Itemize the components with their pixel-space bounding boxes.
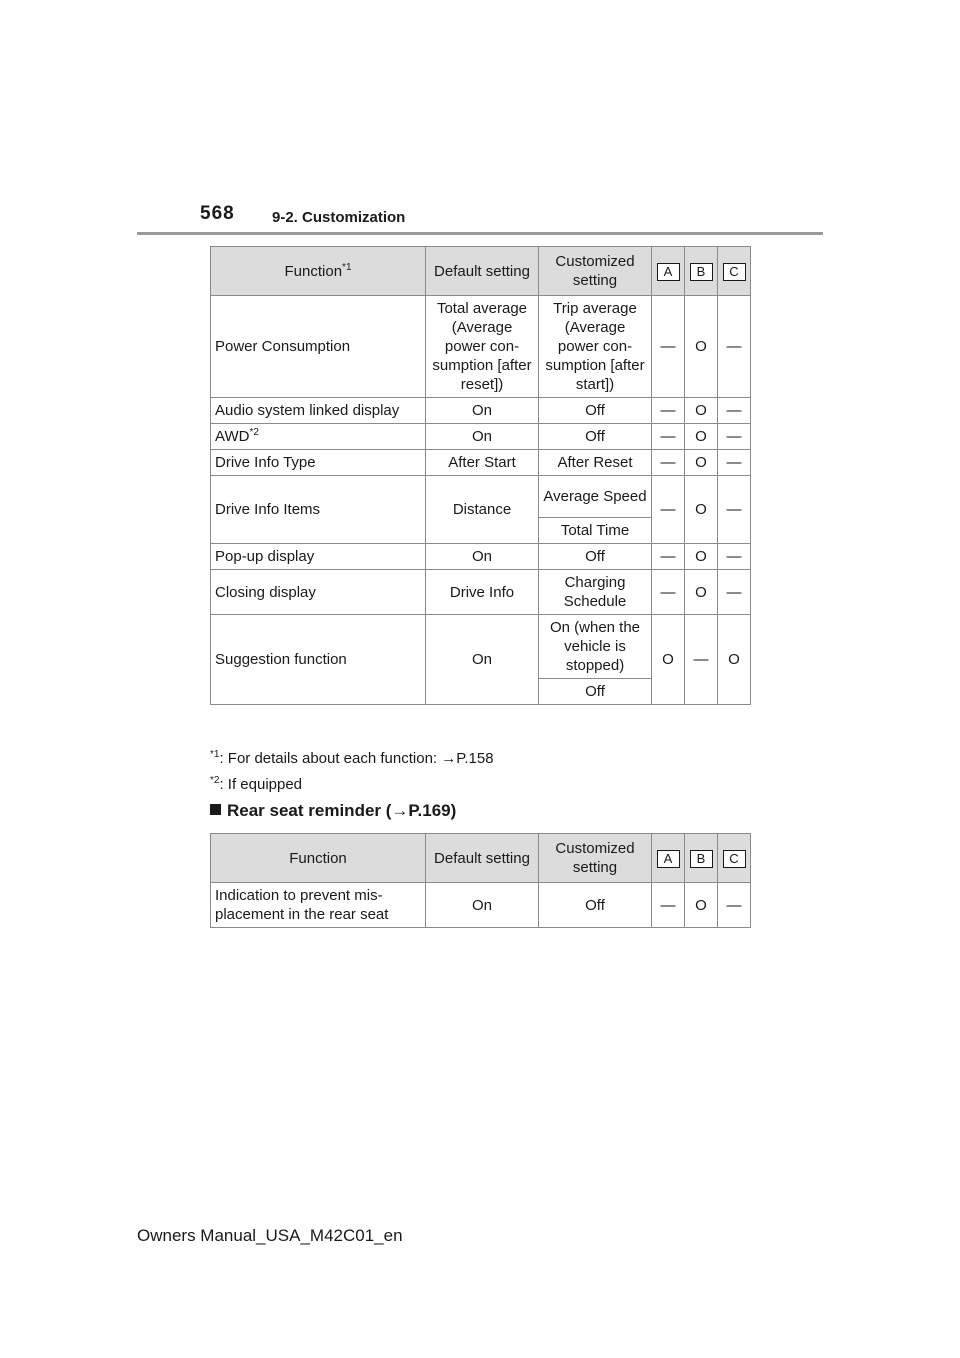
header-method-c bbox=[718, 247, 751, 296]
table-header-row bbox=[211, 834, 751, 883]
square-bullet-icon bbox=[210, 804, 221, 815]
letter-b-icon: B bbox=[690, 263, 713, 281]
function-cell: Drive Info Type bbox=[211, 450, 426, 476]
header-function: Function$^{*1}$ bbox=[211, 247, 426, 296]
table-row bbox=[211, 476, 751, 518]
method-c-cell: — bbox=[718, 570, 751, 615]
method-a-cell: — bbox=[652, 398, 685, 424]
default-cell: On bbox=[426, 544, 539, 570]
table-row bbox=[211, 296, 751, 398]
method-a-cell: — bbox=[652, 296, 685, 398]
page-number: 568 bbox=[200, 203, 235, 224]
method-a-cell: — bbox=[652, 424, 685, 450]
customized-cell: Total Time bbox=[539, 518, 652, 544]
header-method-c bbox=[718, 834, 751, 883]
letter-a-icon: A bbox=[657, 263, 680, 281]
function-cell: Power Consumption bbox=[211, 296, 426, 398]
page-reference-link[interactable]: →P.158 bbox=[441, 750, 494, 767]
subheading-rear-seat-reminder: Rear seat reminder (→P.169) bbox=[210, 801, 456, 821]
method-b-cell: O bbox=[685, 398, 718, 424]
page-reference-link[interactable]: →P.169 bbox=[391, 801, 451, 820]
footnote-2: $^{*2}$: If equipped bbox=[210, 775, 303, 793]
header-method-b bbox=[685, 247, 718, 296]
header-divider bbox=[137, 232, 823, 235]
function-cell: Closing display bbox=[211, 570, 426, 615]
method-a-cell: — bbox=[652, 450, 685, 476]
method-c-cell: O bbox=[718, 615, 751, 705]
default-cell: On bbox=[426, 883, 539, 928]
header-function: Function bbox=[211, 834, 426, 883]
method-b-cell: O bbox=[685, 883, 718, 928]
header-method-b bbox=[685, 834, 718, 883]
customized-cell: Average Speed bbox=[539, 476, 652, 518]
customized-cell: Off bbox=[539, 679, 652, 705]
method-b-cell: O bbox=[685, 544, 718, 570]
default-cell: Drive Info bbox=[426, 570, 539, 615]
customization-table-drive-info bbox=[210, 246, 751, 705]
header-default-setting: Default setting bbox=[426, 247, 539, 296]
method-b-cell: O bbox=[685, 476, 718, 544]
default-cell: After Start bbox=[426, 450, 539, 476]
method-c-cell: — bbox=[718, 424, 751, 450]
customized-cell: After Reset bbox=[539, 450, 652, 476]
table-header-row bbox=[211, 247, 751, 296]
function-cell: Audio system linked display bbox=[211, 398, 426, 424]
letter-b-icon: B bbox=[690, 850, 713, 868]
header-customized-setting: Customized setting bbox=[539, 834, 652, 883]
customized-cell: Off bbox=[539, 424, 652, 450]
table-row bbox=[211, 398, 751, 424]
customized-cell: Off bbox=[539, 398, 652, 424]
method-c-cell: — bbox=[718, 544, 751, 570]
customized-cell: Charging Schedule bbox=[539, 570, 652, 615]
table-row bbox=[211, 544, 751, 570]
method-a-cell: — bbox=[652, 476, 685, 544]
footnote-1: $^{*1}$: For details about each function: →P.158 bbox=[210, 749, 494, 767]
document-footer: Owners Manual_USA_M42C01_en bbox=[137, 1226, 403, 1245]
letter-c-icon: C bbox=[723, 263, 746, 281]
method-c-cell: — bbox=[718, 296, 751, 398]
method-b-cell: O bbox=[685, 424, 718, 450]
function-cell: Pop-up display bbox=[211, 544, 426, 570]
method-c-cell: — bbox=[718, 476, 751, 544]
customization-table-rear-seat bbox=[210, 833, 751, 928]
default-cell: Total average (Average power con-sumption [after reset]) bbox=[426, 296, 539, 398]
function-cell: Drive Info Items bbox=[211, 476, 426, 544]
section-title: 9-2. Customization bbox=[272, 209, 406, 226]
customized-cell: Off bbox=[539, 883, 652, 928]
default-cell: On bbox=[426, 398, 539, 424]
header-default-setting: Default setting bbox=[426, 834, 539, 883]
table-row bbox=[211, 615, 751, 679]
table-row bbox=[211, 570, 751, 615]
default-cell: Distance bbox=[426, 476, 539, 544]
method-b-cell: O bbox=[685, 296, 718, 398]
method-a-cell: O bbox=[652, 615, 685, 705]
method-c-cell: — bbox=[718, 398, 751, 424]
table-row bbox=[211, 450, 751, 476]
function-cell: Indication to prevent mis-placement in the rear seat bbox=[211, 883, 426, 928]
function-cell: Suggestion function bbox=[211, 615, 426, 705]
header-method-a bbox=[652, 834, 685, 883]
table-row bbox=[211, 883, 751, 928]
letter-a-icon: A bbox=[657, 850, 680, 868]
method-b-cell: O bbox=[685, 450, 718, 476]
method-b-cell: — bbox=[685, 615, 718, 705]
default-cell: On bbox=[426, 615, 539, 705]
customized-cell: On (when the vehicle is stopped) bbox=[539, 615, 652, 679]
header-customized-setting: Customized setting bbox=[539, 247, 652, 296]
method-c-cell: — bbox=[718, 883, 751, 928]
customized-cell: Trip average (Average power con-sumption [after start]) bbox=[539, 296, 652, 398]
method-a-cell: — bbox=[652, 570, 685, 615]
table-row bbox=[211, 424, 751, 450]
method-b-cell: O bbox=[685, 570, 718, 615]
default-cell: On bbox=[426, 424, 539, 450]
method-a-cell: — bbox=[652, 544, 685, 570]
method-c-cell: — bbox=[718, 450, 751, 476]
letter-c-icon: C bbox=[723, 850, 746, 868]
method-a-cell: — bbox=[652, 883, 685, 928]
customized-cell: Off bbox=[539, 544, 652, 570]
header-method-a bbox=[652, 247, 685, 296]
function-cell: AWD$^{*2}$ bbox=[211, 424, 426, 450]
